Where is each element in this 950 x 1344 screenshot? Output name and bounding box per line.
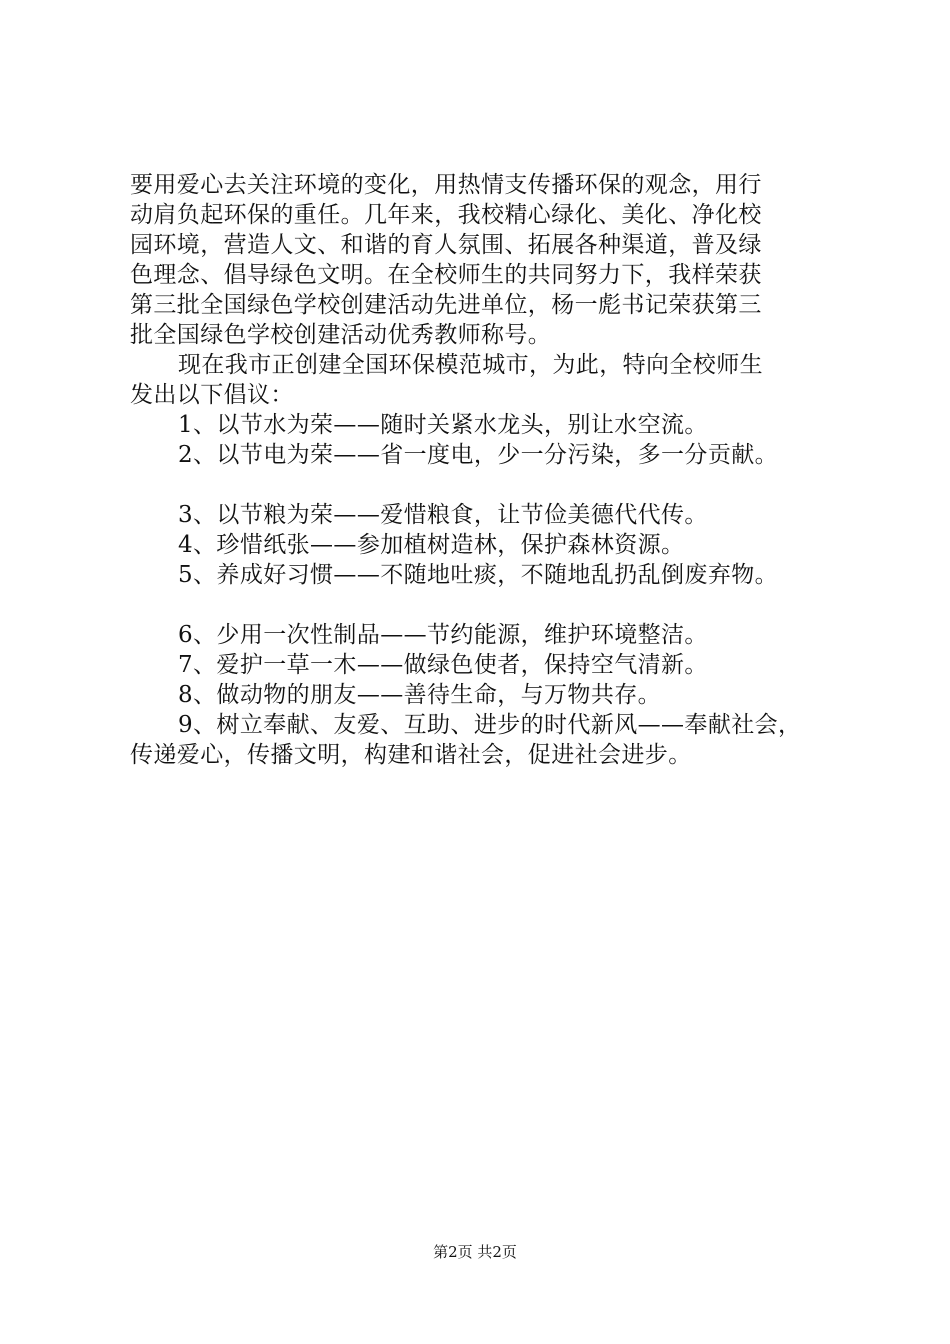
- paragraph-line: 动肩负起环保的重任。几年来，我校精心绿化、美化、净化校: [130, 202, 762, 228]
- list-item: 8、做动物的朋友——善待生命，与万物共存。: [178, 682, 662, 708]
- list-item: 1、以节水为荣——随时关紧水龙头，别让水空流。: [178, 412, 708, 438]
- paragraph-line: 色理念、倡导绿色文明。在全校师生的共同努力下，我样荣获: [130, 262, 762, 288]
- document-body: [130, 170, 830, 770]
- list-item: 4、珍惜纸张——参加植树造林，保护森林资源。: [178, 532, 685, 558]
- list-item: 7、爱护一草一木——做绿色使者，保持空气清新。: [178, 652, 708, 678]
- list-item: 3、以节粮为荣——爱惜粮食，让节俭美德代代传。: [178, 502, 708, 528]
- paragraph-line: 第三批全国绿色学校创建活动先进单位，杨一彪书记荣获第三: [130, 292, 762, 318]
- paragraph-line: 批全国绿色学校创建活动优秀教师称号。: [130, 322, 552, 348]
- list-item-continuation: 传递爱心，传播文明，构建和谐社会，促进社会进步。: [130, 742, 692, 768]
- paragraph-line: 现在我市正创建全国环保模范城市，为此，特向全校师生: [178, 352, 763, 378]
- page-number-footer: 第2页 共2页: [433, 1243, 517, 1261]
- list-item: 6、少用一次性制品——节约能源，维护环境整洁。: [178, 622, 708, 648]
- blank-line: [130, 470, 830, 500]
- paragraph-line: 要用爱心去关注环境的变化，用热情支传播环保的观念，用行: [130, 172, 762, 198]
- list-item: 5、养成好习惯——不随地吐痰，不随地乱扔乱倒废弃物。: [178, 562, 779, 588]
- paragraph-line: 发出以下倡议：: [130, 382, 294, 408]
- list-item: 2、以节电为荣——省一度电，少一分污染，多一分贡献。: [178, 442, 779, 468]
- paragraph-line: 园环境，营造人文、和谐的育人氛围、拓展各种渠道，普及绿: [130, 232, 762, 258]
- list-item: 9、树立奉献、友爱、互助、进步的时代新风——奉献社会，: [178, 712, 802, 738]
- blank-line: [130, 590, 830, 620]
